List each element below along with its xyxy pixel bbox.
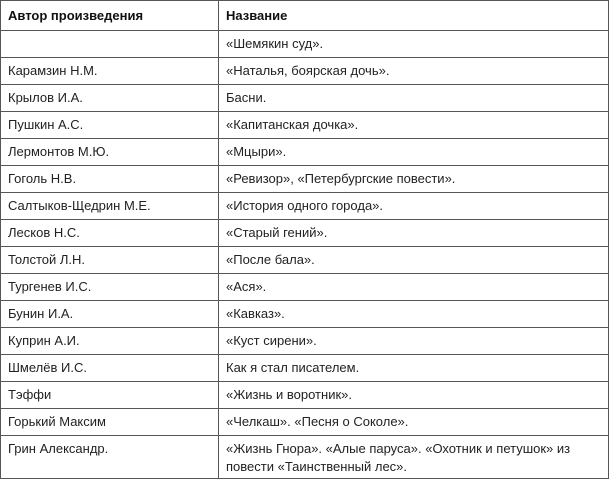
author-cell: Лесков Н.С. [1,220,219,247]
author-cell: Карамзин Н.М. [1,58,219,85]
author-cell: Бунин И.А. [1,301,219,328]
table-row [1,247,609,274]
author-cell: Тургенев И.С. [1,274,219,301]
title-cell: «После бала». [219,247,609,274]
title-cell: «Мцыри». [219,139,609,166]
title-cell: «Шемякин суд». [219,31,609,58]
author-cell: Крылов И.А. [1,85,219,112]
author-cell: Лермонтов М.Ю. [1,139,219,166]
title-cell: «Жизнь и воротник». [219,382,609,409]
table-row [1,220,609,247]
table-row [1,193,609,220]
author-cell: Горький Максим [1,409,219,436]
table-row [1,409,609,436]
title-cell: «Куст сирени». [219,328,609,355]
author-cell: Грин Александр. [1,436,219,479]
table-row [1,85,609,112]
author-cell: Тэффи [1,382,219,409]
title-cell: «Старый гений». [219,220,609,247]
title-cell: «История одного города». [219,193,609,220]
table-row [1,112,609,139]
author-cell [1,31,219,58]
table-row [1,274,609,301]
author-cell: Пушкин А.С. [1,112,219,139]
title-cell: Басни. [219,85,609,112]
table-row [1,436,609,479]
title-column-header: Название [219,1,609,31]
table-row [1,328,609,355]
table-row [1,139,609,166]
table-row [1,166,609,193]
title-cell: «Ася». [219,274,609,301]
table-row [1,355,609,382]
author-cell: Толстой Л.Н. [1,247,219,274]
author-cell: Шмелёв И.С. [1,355,219,382]
title-cell: «Капитанская дочка». [219,112,609,139]
author-cell: Куприн А.И. [1,328,219,355]
author-column-header: Автор произведения [1,1,219,31]
title-cell: Как я стал писателем. [219,355,609,382]
header-row [1,1,609,31]
author-cell: Салтыков-Щедрин М.Е. [1,193,219,220]
title-cell: «Челкаш». «Песня о Соколе». [219,409,609,436]
table-row [1,58,609,85]
title-cell: «Наталья, боярская дочь». [219,58,609,85]
table-row [1,301,609,328]
author-cell: Гоголь Н.В. [1,166,219,193]
title-cell: «Кавказ». [219,301,609,328]
table-row [1,382,609,409]
title-cell: «Ревизор», «Петербургские повести». [219,166,609,193]
table-row [1,31,609,58]
title-cell: «Жизнь Гнора». «Алые паруса». «Охотник и петушок» из повести «Таинственный лес». [219,436,609,479]
